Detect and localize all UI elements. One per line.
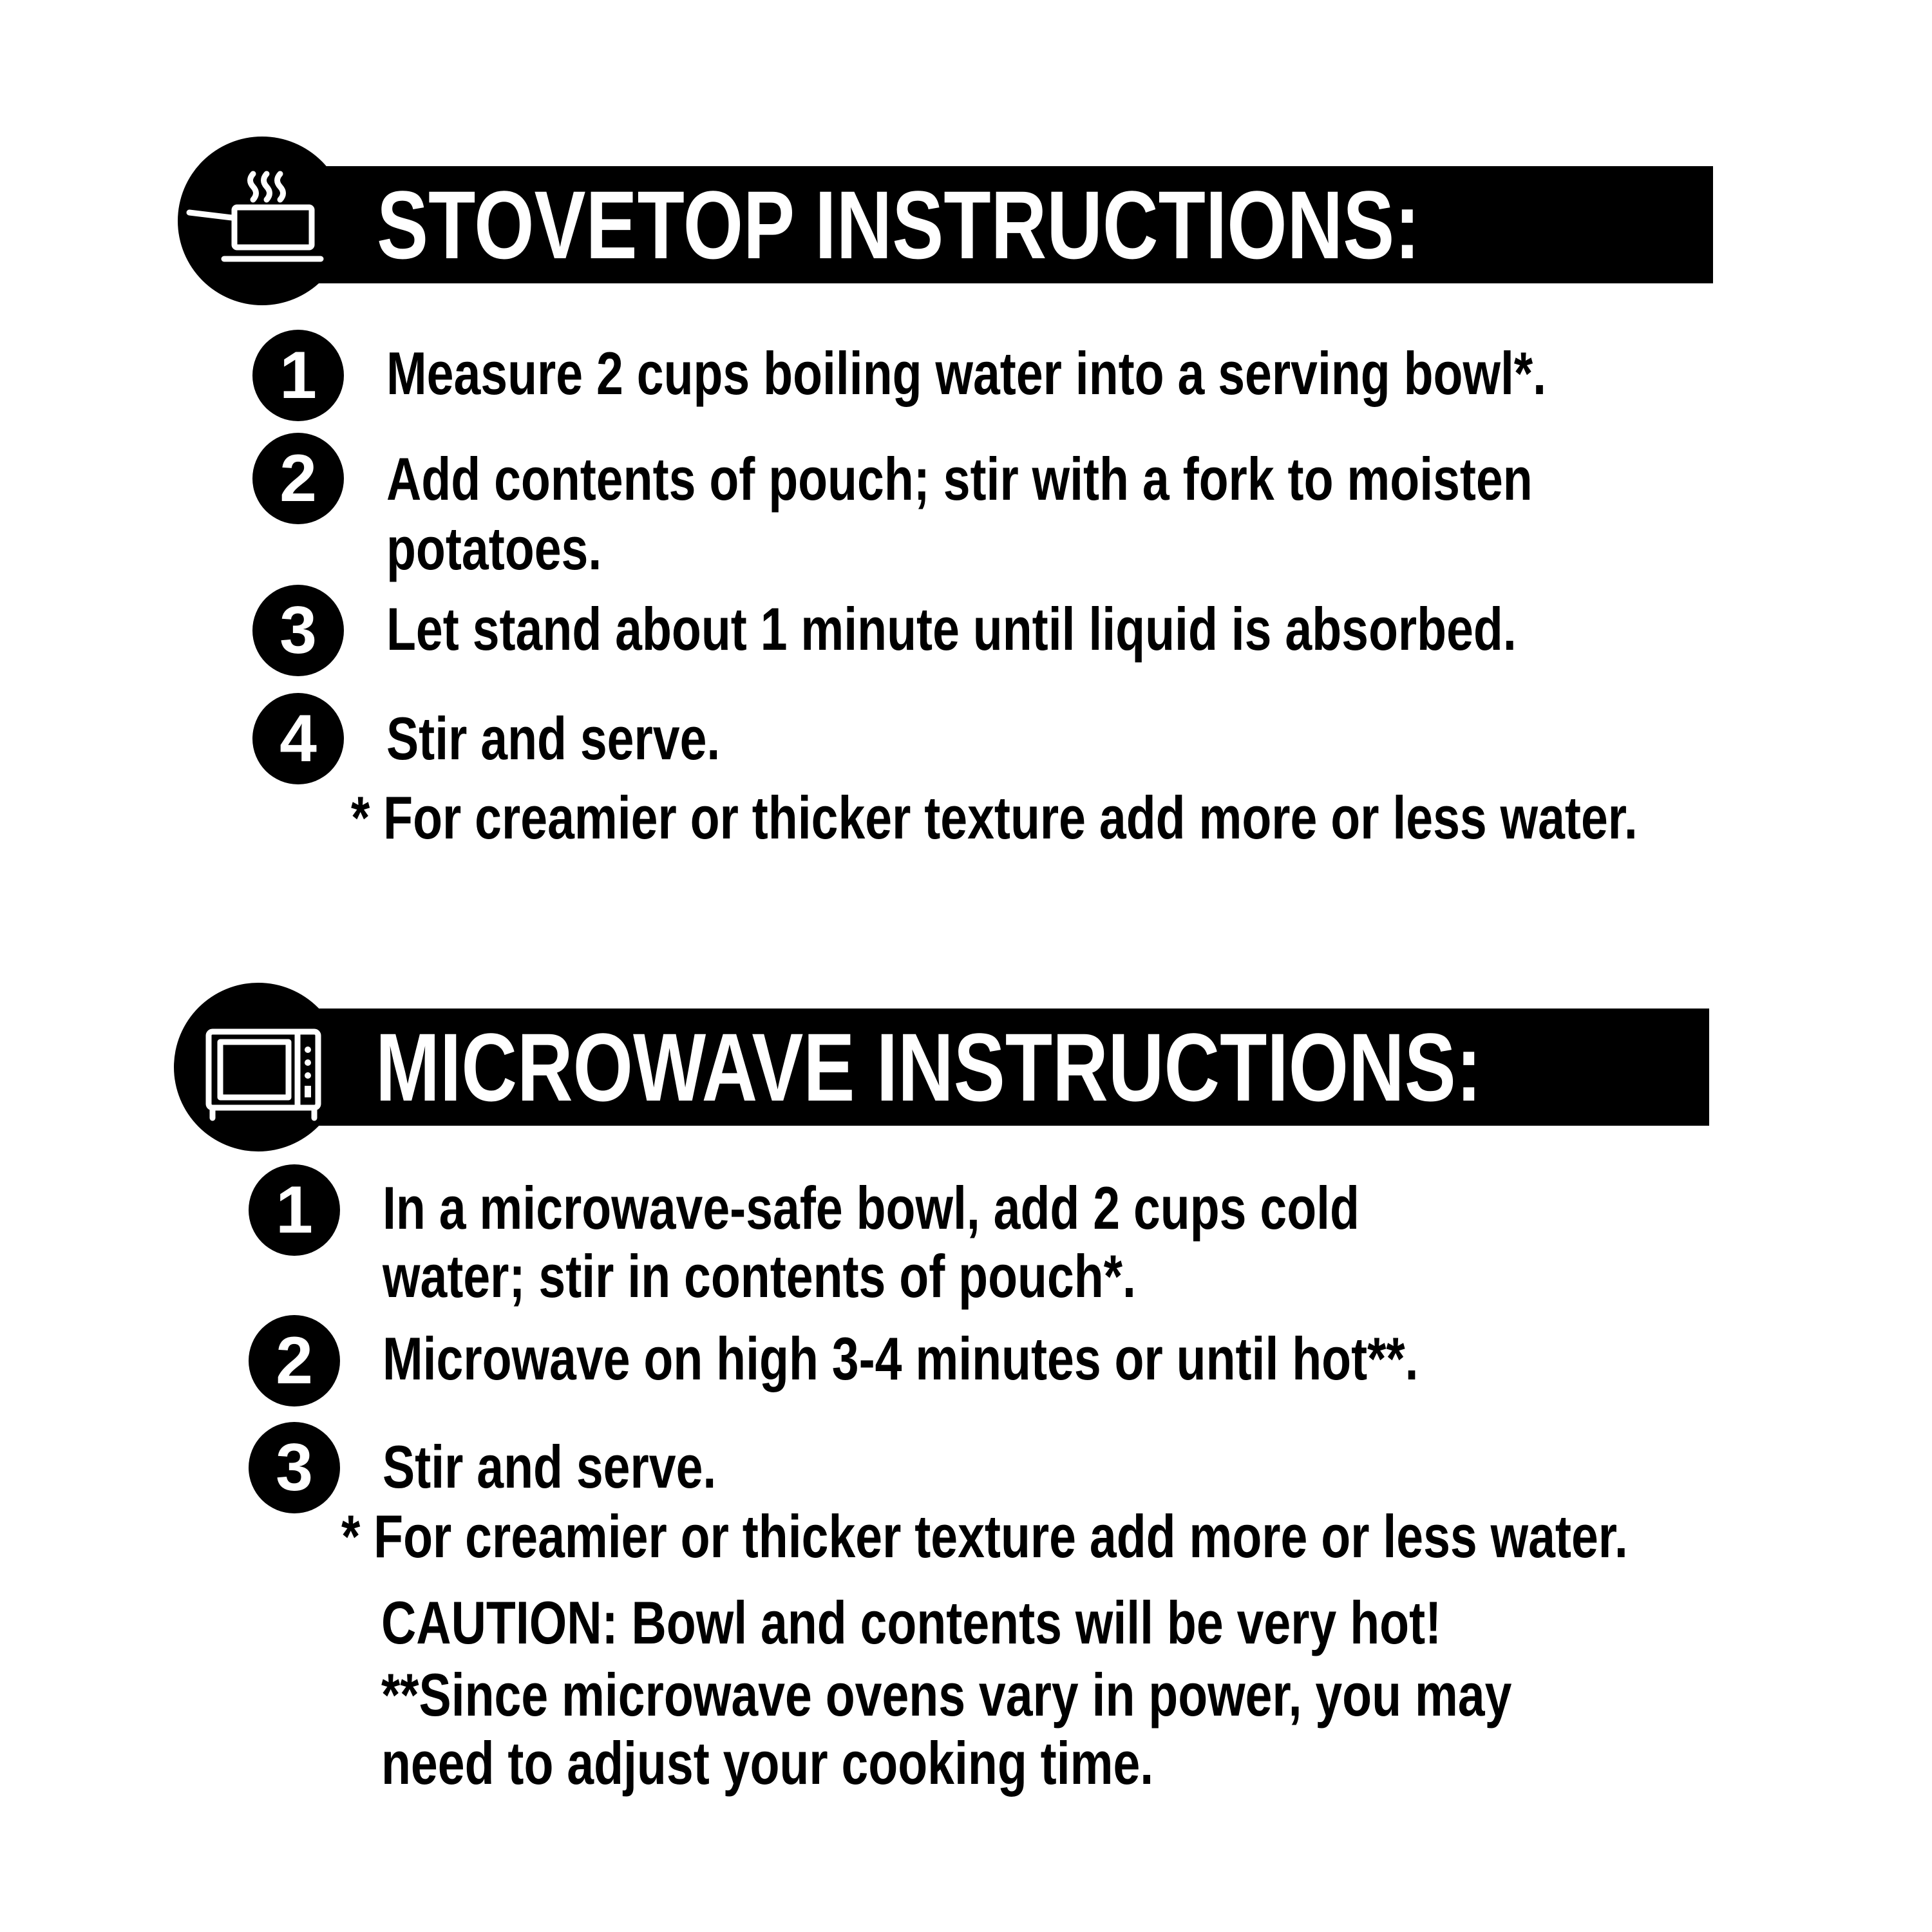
microwave-note: * For creamier or thicker texture add more or less water. — [341, 1502, 1628, 1570]
microwave-step-1-line-1: In a microwave-safe bowl, add 2 cups cold — [383, 1174, 1359, 1242]
microwave-footnote-line-1: **Since microwave ovens vary in power, you may — [381, 1661, 1512, 1728]
stovetop-badge — [178, 137, 346, 305]
microwave-step-3-text: Stir and serve. — [383, 1433, 717, 1501]
stovetop-step-4-text: Stir and serve. — [386, 705, 721, 772]
microwave-step-1-number: 1 — [249, 1164, 340, 1256]
microwave-icon — [174, 983, 343, 1151]
microwave-footnote-line-2: need to adjust your cooking time. — [381, 1729, 1154, 1797]
microwave-step-2-text: Microwave on high 3-4 minutes or until hot**. — [383, 1325, 1419, 1392]
stovetop-note: * For creamier or thicker texture add more or less water. — [351, 784, 1638, 851]
caution-label: CAUTION: — [381, 1589, 618, 1656]
microwave-badge — [174, 983, 343, 1151]
microwave-step-1-line-2: water; stir in contents of pouch*. — [383, 1242, 1136, 1310]
stovetop-step-3-number: 3 — [252, 585, 344, 676]
caution-line — [381, 1589, 1441, 1656]
stovetop-step-3-text: Let stand about 1 minute until liquid is absorbed. — [386, 595, 1517, 663]
microwave-heading: MICROWAVE INSTRUCTIONS: — [375, 1013, 1482, 1121]
stovetop-step-1-number: 1 — [252, 330, 344, 421]
caution-text: Bowl and contents will be very hot! — [618, 1589, 1442, 1656]
stovetop-step-1-text: Measure 2 cups boiling water into a serving bowl*. — [386, 339, 1547, 407]
stovetop-step-4-number: 4 — [252, 693, 344, 784]
pot-icon — [178, 137, 346, 305]
stovetop-heading: STOVETOP INSTRUCTIONS: — [377, 171, 1421, 279]
microwave-step-3-number: 3 — [249, 1422, 340, 1513]
microwave-step-2-number: 2 — [249, 1315, 340, 1406]
stovetop-step-2-number: 2 — [252, 433, 344, 524]
stovetop-step-2-line-1: Add contents of pouch; stir with a fork to moisten — [386, 445, 1533, 513]
stovetop-step-2-line-2: potatoes. — [386, 515, 602, 582]
